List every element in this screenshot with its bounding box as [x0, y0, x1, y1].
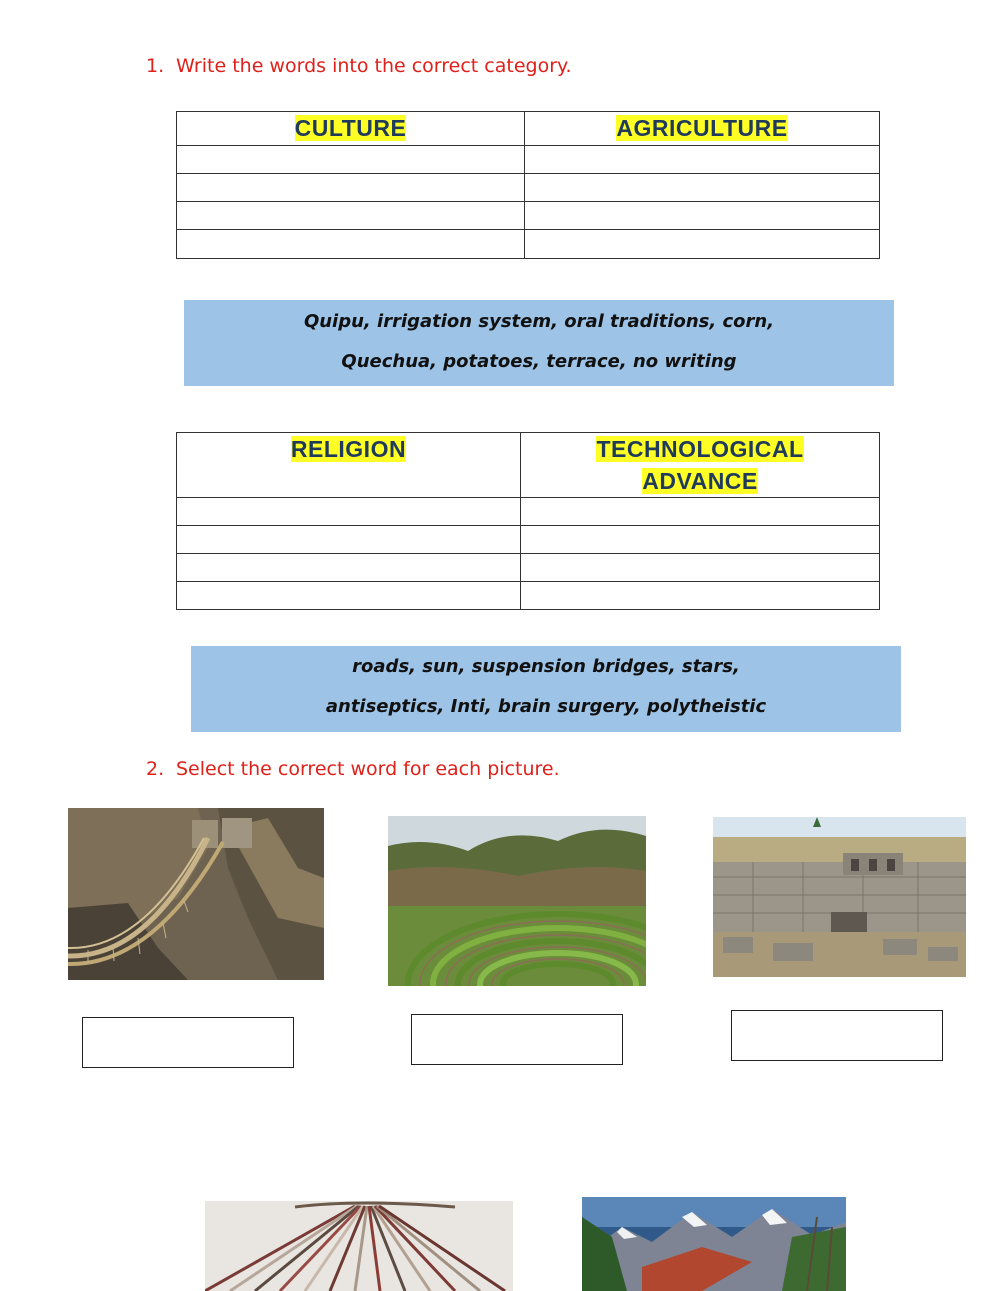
- answer-box-1[interactable]: [82, 1017, 294, 1068]
- answer-cell[interactable]: [525, 174, 880, 202]
- answer-cell[interactable]: [177, 554, 521, 582]
- ruins-image: [713, 817, 966, 977]
- header-label: ADVANCE: [642, 468, 758, 494]
- mountains-image: [582, 1197, 846, 1291]
- header-label: AGRICULTURE: [616, 115, 788, 141]
- answer-box-2[interactable]: [411, 1014, 623, 1065]
- answer-cell[interactable]: [177, 526, 521, 554]
- suspension-bridge-image: [68, 808, 324, 980]
- word-bank-line: roads, sun, suspension bridges, stars,: [352, 656, 740, 677]
- word-bank-2: [191, 646, 901, 732]
- question-2-instruction: [146, 758, 560, 780]
- answer-cell[interactable]: [177, 202, 525, 230]
- answer-cell[interactable]: [177, 582, 521, 610]
- header-agriculture: [525, 112, 880, 146]
- question-number: 2.: [146, 758, 165, 780]
- word-bank-line: Quipu, irrigation system, oral traditions, corn,: [303, 311, 775, 332]
- category-table-religion-technology: [176, 432, 880, 610]
- header-religion: [177, 433, 521, 498]
- answer-box-3[interactable]: [731, 1010, 943, 1061]
- word-bank-1: [184, 300, 894, 386]
- question-number: 1.: [146, 55, 165, 77]
- answer-cell[interactable]: [521, 554, 880, 582]
- header-technological-advance: [521, 433, 880, 498]
- answer-cell[interactable]: [521, 582, 880, 610]
- answer-cell[interactable]: [525, 146, 880, 174]
- answer-cell[interactable]: [177, 146, 525, 174]
- terraces-image: [388, 816, 646, 986]
- question-text: Select the correct word for each picture.: [176, 758, 560, 780]
- answer-cell[interactable]: [521, 498, 880, 526]
- quipu-image: [205, 1201, 513, 1291]
- answer-cell[interactable]: [521, 526, 880, 554]
- answer-cell[interactable]: [177, 498, 521, 526]
- header-culture: [177, 112, 525, 146]
- word-bank-line: antiseptics, Inti, brain surgery, polytheistic: [325, 696, 767, 717]
- answer-cell[interactable]: [177, 230, 525, 259]
- question-text: Write the words into the correct category.: [176, 55, 572, 77]
- header-label: RELIGION: [290, 436, 407, 462]
- header-label: CULTURE: [294, 115, 407, 141]
- category-table-culture-agriculture: [176, 111, 880, 259]
- word-bank-line: Quechua, potatoes, terrace, no writing: [341, 351, 737, 372]
- answer-cell[interactable]: [525, 230, 880, 259]
- answer-cell[interactable]: [525, 202, 880, 230]
- header-label: TECHNOLOGICAL: [596, 436, 804, 462]
- question-1-instruction: [146, 55, 572, 77]
- answer-cell[interactable]: [177, 174, 525, 202]
